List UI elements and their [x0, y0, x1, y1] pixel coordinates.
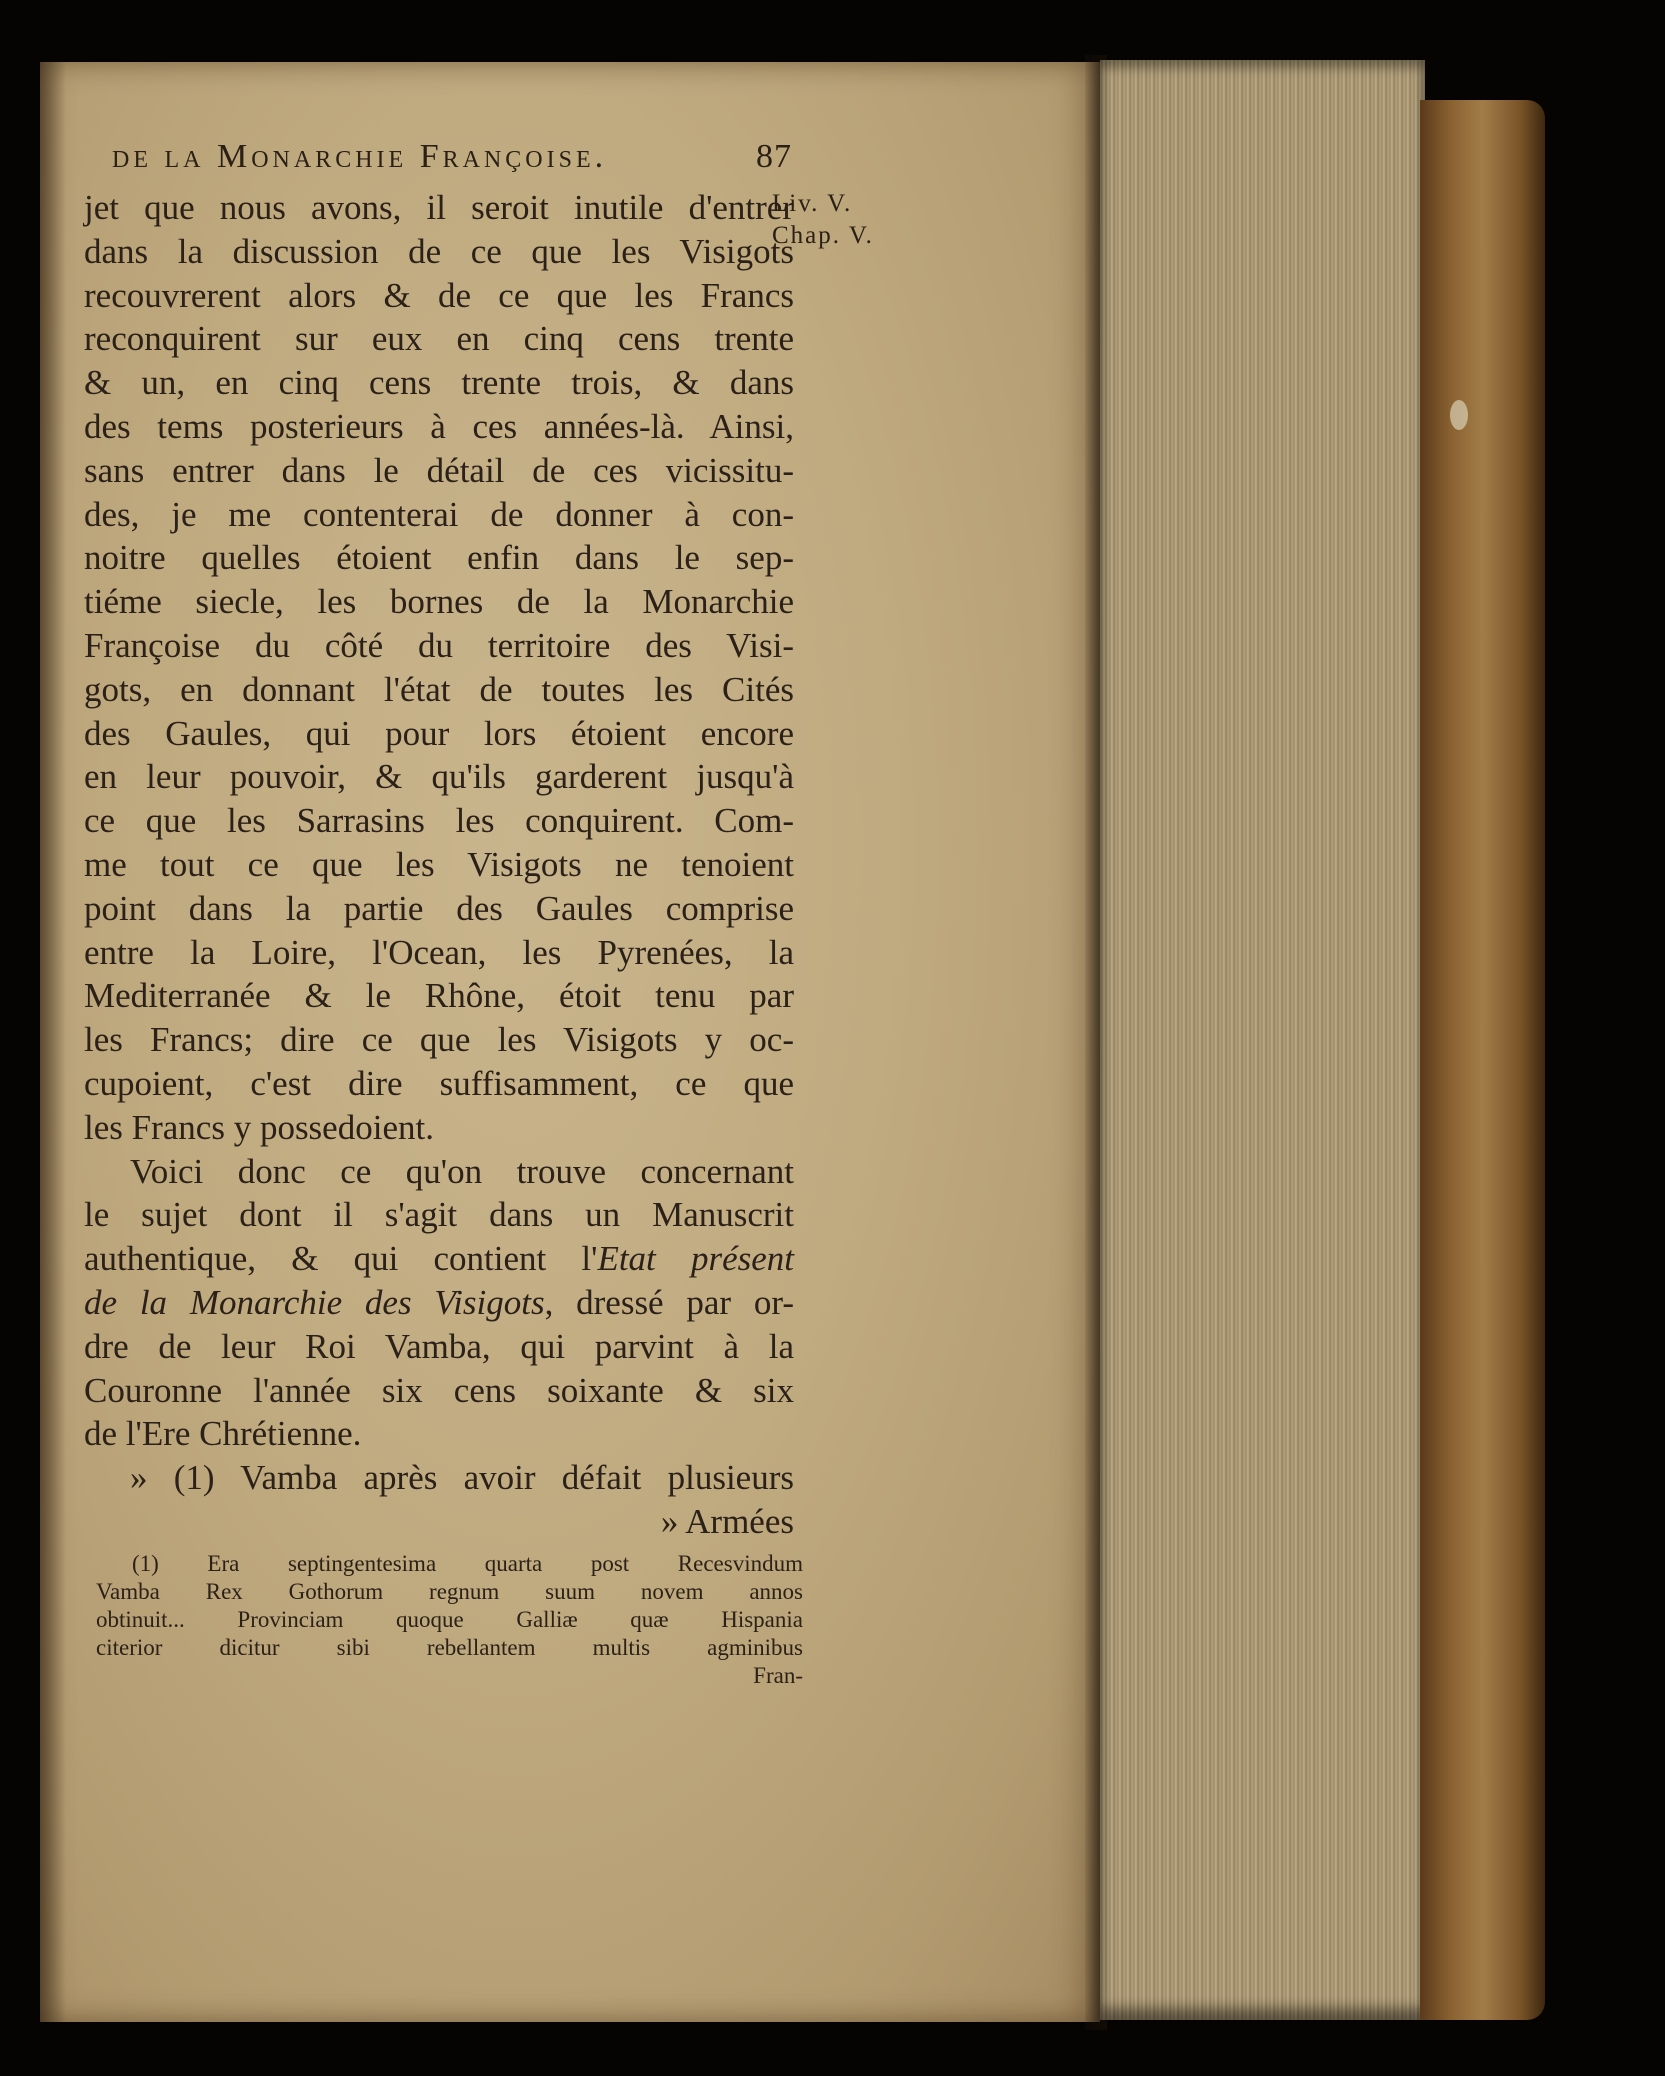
- page-edge-shadow: [40, 62, 66, 2022]
- footnote-line: citerior dicitur sibi rebellantem multis agminibus: [96, 1635, 803, 1660]
- text-line: Couronne l'année six cens soixante & six: [84, 1370, 794, 1410]
- book-cover: [1420, 100, 1545, 2020]
- catchword-line: » Armées: [660, 1501, 794, 1541]
- text-line: ce que les Sarrasins les conquirent. Com-: [84, 801, 794, 841]
- quotation-start: » (1) Vamba après avoir défait plusieurs: [130, 1458, 794, 1498]
- text-line: de l'Ere Chrétienne.: [84, 1414, 362, 1454]
- italic-title-continued: de la Monarchie des Visigots: [84, 1282, 545, 1322]
- text-line: les Francs y possedoient.: [84, 1107, 434, 1147]
- footnote-catchword: Fran-: [753, 1663, 803, 1688]
- text-line: en leur pouvoir, & qu'ils garderent jusqu'à: [84, 757, 794, 797]
- text-line: des Gaules, qui pour lors étoient encore: [84, 713, 794, 753]
- text-line: des, je me contenterai de donner à con-: [84, 494, 794, 534]
- running-title: de la Monarchie Françoise.: [112, 138, 608, 175]
- marginal-book: Liv. V.: [772, 190, 853, 217]
- italic-title: Etat présent: [597, 1239, 794, 1279]
- text-line: dans la discussion de ce que les Visigots: [84, 231, 794, 271]
- text-line: recouvrerent alors & de ce que les Francs: [84, 275, 794, 315]
- marginal-chapter: Chap. V.: [772, 222, 874, 249]
- body-text: [84, 186, 794, 1544]
- text-line: dre de leur Roi Vamba, qui parvint à la: [84, 1326, 794, 1366]
- text-line: point dans la partie des Gaules comprise: [84, 888, 794, 928]
- running-header: [112, 138, 792, 176]
- text-line: tiéme siecle, les bornes de la Monarchie: [84, 582, 794, 622]
- text-line: entre la Loire, l'Ocean, les Pyrenées, la: [84, 932, 794, 972]
- text-line: sans entrer dans le détail de ces vicissitu-: [84, 450, 794, 490]
- text-line: le sujet dont il s'agit dans un Manuscrit: [84, 1195, 794, 1235]
- text-line: me tout ce que les Visigots ne tenoient: [84, 844, 794, 884]
- text-line: des tems posterieurs à ces années-là. Ainsi,: [84, 406, 794, 446]
- footnote-line: Vamba Rex Gothorum regnum suum novem annos: [96, 1579, 803, 1604]
- text-line: Mediterranée & le Rhône, étoit tenu par: [84, 976, 794, 1016]
- page-number: 87: [756, 138, 792, 175]
- text-line: gots, en donnant l'état de toutes les Cités: [84, 669, 794, 709]
- text-fragment: , dressé par or-: [544, 1282, 794, 1322]
- text-line: & un, en cinq cens trente trois, & dans: [84, 363, 794, 403]
- page-edges: [1100, 60, 1425, 2020]
- footnote: [96, 1550, 803, 1690]
- text-fragment: authentique, & qui contient l': [84, 1239, 598, 1279]
- text-line: les Francs; dire ce que les Visigots y oc-: [84, 1020, 794, 1060]
- text-line: reconquirent sur eux en cinq cens trente: [84, 319, 794, 359]
- text-line: Françoise du côté du territoire des Visi-: [84, 625, 794, 665]
- text-line-with-title: [84, 1237, 794, 1281]
- text-line: jet que nous avons, il seroit inutile d'entrer: [84, 188, 794, 227]
- text-line: noitre quelles étoient enfin dans le sep-: [84, 538, 794, 578]
- text-line-with-title: [84, 1281, 794, 1325]
- footnote-line: (1) Era septingentesima quarta post Recesvindum: [132, 1551, 803, 1576]
- paragraph-start: Voici donc ce qu'on trouve concernant: [130, 1151, 794, 1191]
- text-line: cupoient, c'est dire suffisamment, ce que: [84, 1063, 794, 1103]
- footnote-line: obtinuit... Provinciam quoque Galliæ quæ Hispania: [96, 1607, 803, 1632]
